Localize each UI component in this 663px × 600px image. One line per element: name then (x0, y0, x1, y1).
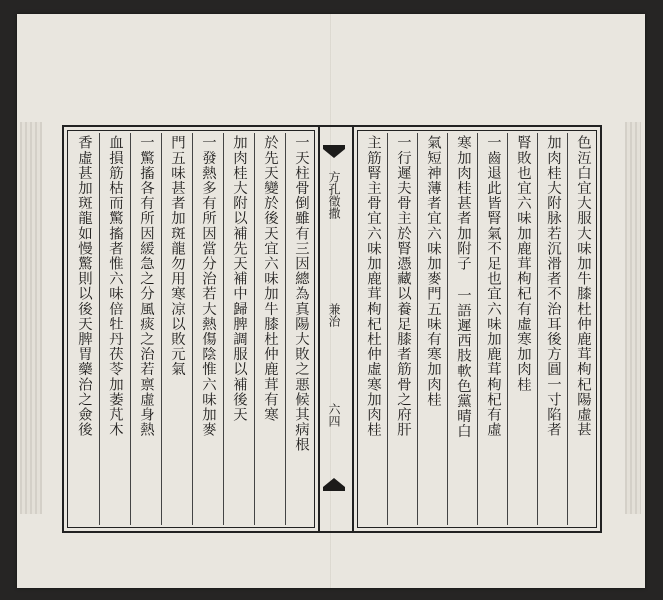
text-column: 一發熱多有所因當分治若大熱傷陰惟六味加麥 (200, 135, 216, 437)
column-rule (537, 133, 538, 525)
right-text-page (352, 125, 602, 533)
column-rule (507, 133, 508, 525)
column-rule (192, 133, 193, 525)
text-column: 腎敗也宜六味加鹿茸枸杞有虛寒加肉桂 (515, 135, 531, 392)
page-number: 六四 (327, 403, 341, 427)
text-column: 寒加肉桂甚者加附子 一語遲西肢軟色黨晴白 (455, 135, 471, 439)
text-column: 加肉桂大附脉若沉滑者不治耳後方圓一寸陷者 (545, 135, 561, 437)
column-rule (130, 133, 131, 525)
section-label: 兼治 (327, 303, 341, 327)
text-column: 氣短神薄者宜六味加麥門五味有寒加肉桂 (425, 135, 441, 407)
text-column: 加肉桂大附以補先天補中歸脾調服以補後天 (231, 135, 247, 422)
upper-fish-tail-mark (323, 145, 345, 159)
book-title: 方孔徵撒 (327, 171, 341, 219)
text-column: 於先天變於後天宜六味加牛膝杜仲鹿茸有寒 (262, 135, 278, 422)
left-text-page (62, 125, 320, 533)
column-rule (447, 133, 448, 525)
text-column: 主筋腎主骨宜六味加鹿茸枸杞杜仲虛寒加肉桂 (365, 135, 381, 437)
column-rule (285, 133, 286, 525)
text-column: 色沍白宜大服大味加牛膝杜仲鹿茸枸杞陽虛甚 (575, 135, 591, 437)
column-rule (254, 133, 255, 525)
text-column: 一行遲夫骨主於腎憑藏以養足膝者筋骨之府肝 (395, 135, 411, 437)
text-column: 一驚搐各有所因緩急之分風痰之治若禀虛身熱 (138, 135, 154, 437)
page-center-strip (316, 125, 352, 533)
bleed-through-left (20, 122, 42, 514)
column-rule (477, 133, 478, 525)
column-rule (387, 133, 388, 525)
column-rule (223, 133, 224, 525)
column-rule (417, 133, 418, 525)
column-rule (99, 133, 100, 525)
text-column: 一齒退此皆腎氣不足也宜六味加鹿茸枸杞有虛 (485, 135, 501, 437)
column-rule (161, 133, 162, 525)
text-column: 血損筋枯而驚搐者惟六味倍牡丹茯苓加萎芃木 (107, 135, 123, 437)
lower-fish-tail-mark (323, 477, 345, 491)
text-column: 一天柱骨倒雖有三因總為真陽大敗之悪候其病根 (293, 135, 309, 453)
text-column: 門五味甚者加斑龍勿用寒凉以敗元氣 (169, 135, 185, 377)
text-column: 香虛甚加斑龍如慢驚則以後天脾胃藥治之僉後 (76, 135, 92, 437)
bleed-through-right (625, 122, 641, 514)
column-rule (567, 133, 568, 525)
